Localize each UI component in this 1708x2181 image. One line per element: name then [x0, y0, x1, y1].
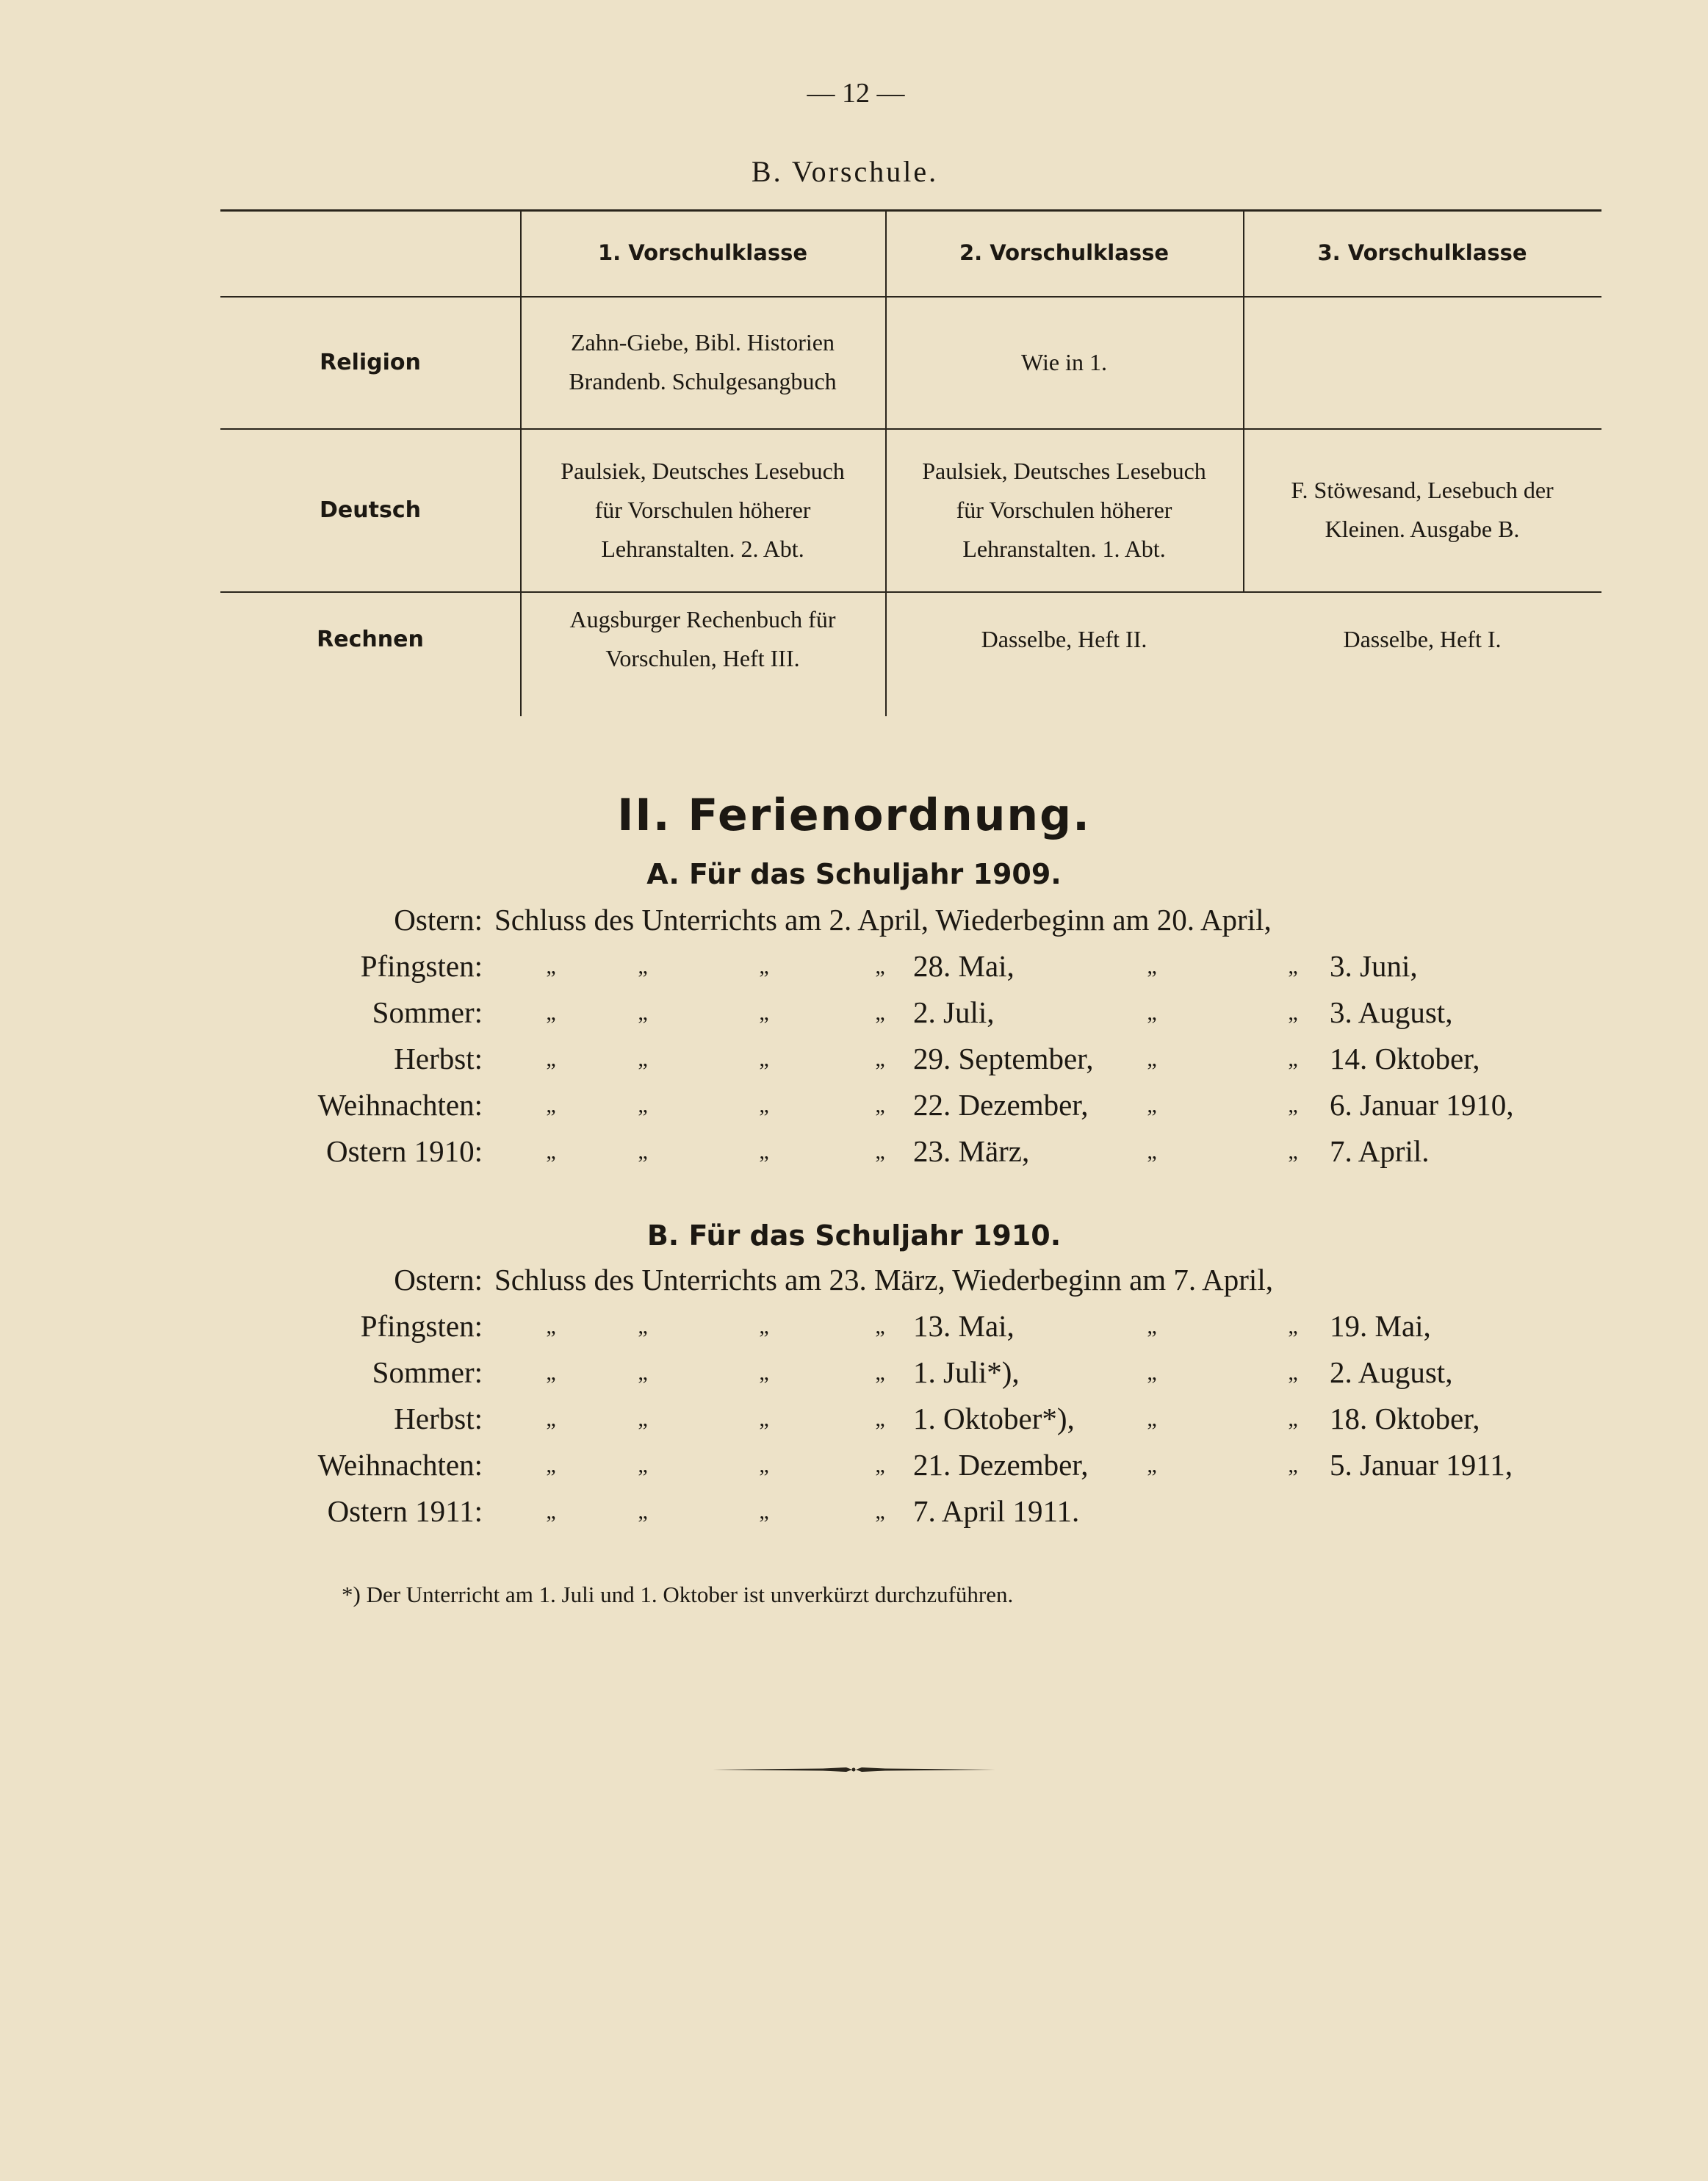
ditto-mark: „: [638, 1001, 648, 1025]
holiday-label: Ostern:: [394, 1263, 483, 1297]
header-col-3: 3. Vorschulklasse: [1317, 239, 1527, 265]
header-col-1: 1. Vorschulklasse: [597, 239, 808, 265]
ditto-mark: „: [638, 1314, 648, 1338]
ditto-mark: „: [546, 1499, 556, 1524]
ditto-mark: „: [875, 1453, 885, 1477]
row-subject-religion: Religion: [320, 349, 421, 375]
holiday-end-date: 21. Dezember,: [913, 1448, 1089, 1482]
holiday-start-date: 5. Januar 1911,: [1330, 1448, 1513, 1482]
cell-line: für Vorschulen höherer: [594, 496, 811, 523]
holiday-start-date: 2. August,: [1330, 1355, 1453, 1389]
ditto-mark: „: [875, 1093, 885, 1117]
cell-line: Vorschulen, Heft III.: [605, 645, 800, 671]
ferienordnung-title: II. Ferienordnung.: [617, 790, 1091, 841]
cell-line: Wie in 1.: [1021, 348, 1107, 375]
holiday-label: Ostern:: [394, 903, 483, 937]
ditto-mark: „: [759, 1453, 769, 1477]
ditto-mark: „: [875, 954, 885, 978]
holiday-label: Sommer:: [372, 995, 483, 1029]
ditto-mark: „: [1288, 1314, 1298, 1338]
section-title: B. Vorschule.: [751, 155, 939, 188]
schuljahr-1909-title: A. Für das Schuljahr 1909.: [646, 858, 1062, 890]
holiday-label: Sommer:: [372, 1355, 483, 1389]
schedule-row: [0, 1041, 1708, 1086]
holiday-label: Herbst:: [394, 1042, 483, 1075]
holiday-start-date: 3. Juni,: [1330, 949, 1418, 983]
ditto-mark: „: [546, 1047, 556, 1071]
holiday-start-date: 3. August,: [1330, 995, 1453, 1029]
ditto-mark: „: [759, 1093, 769, 1117]
ditto-mark: „: [1147, 1360, 1157, 1385]
cell-line: Paulsiek, Deutsches Lesebuch: [922, 457, 1206, 484]
ditto-mark: „: [546, 1001, 556, 1025]
ditto-mark: „: [875, 1407, 885, 1431]
ditto-mark: „: [759, 1047, 769, 1071]
holiday-end-date: 1. Oktober*),: [913, 1402, 1075, 1435]
ditto-mark: „: [1288, 1093, 1298, 1117]
deutsch-col-2: [885, 428, 1243, 591]
ditto-mark: „: [1147, 1407, 1157, 1431]
cell-line: Dasselbe, Heft II.: [981, 625, 1147, 652]
holiday-end-date: 23. März,: [913, 1134, 1030, 1168]
schedule-row: [0, 1401, 1708, 1446]
schedule-row: [0, 1087, 1708, 1133]
ditto-mark: „: [1147, 1001, 1157, 1025]
holiday-label: Ostern 1910:: [326, 1134, 483, 1168]
deutsch-col-3: [1243, 428, 1601, 591]
ditto-mark: „: [546, 1407, 556, 1431]
cell-line: Paulsiek, Deutsches Lesebuch: [561, 457, 845, 484]
schedule-row: [0, 1355, 1708, 1400]
ditto-mark: „: [638, 1139, 648, 1164]
ditto-mark: „: [638, 1407, 648, 1431]
ditto-mark: „: [759, 1139, 769, 1164]
row-subject-deutsch: Deutsch: [320, 497, 421, 523]
ditto-mark: „: [875, 1314, 885, 1338]
holiday-label: Pfingsten:: [360, 949, 483, 983]
ditto-mark: „: [875, 1499, 885, 1524]
holiday-label: Herbst:: [394, 1402, 483, 1435]
cell-line: für Vorschulen höherer: [956, 496, 1172, 523]
ditto-mark: „: [638, 1093, 648, 1117]
holiday-label: Weihnachten:: [317, 1088, 483, 1122]
holiday-start-date: 7. April.: [1330, 1134, 1430, 1168]
schedule-row: [0, 902, 1708, 948]
holiday-label: Weihnachten:: [317, 1448, 483, 1482]
rechnen-col-2: [885, 591, 1243, 687]
ditto-mark: „: [759, 954, 769, 978]
ditto-mark: „: [1147, 1314, 1157, 1338]
holiday-label: Pfingsten:: [360, 1309, 483, 1343]
schuljahr-1910-title: B. Für das Schuljahr 1910.: [646, 1219, 1062, 1252]
rechnen-col-3: [1243, 591, 1601, 687]
ditto-mark: „: [1288, 1001, 1298, 1025]
ditto-mark: „: [1147, 1047, 1157, 1071]
ditto-mark: „: [1147, 1139, 1157, 1164]
schedule-row: [0, 1262, 1708, 1308]
vorschule-table: [220, 209, 1601, 716]
schedule-row: [0, 1447, 1708, 1493]
holiday-label: Ostern 1911:: [327, 1494, 483, 1528]
row-subject-rechnen: Rechnen: [317, 626, 424, 652]
ditto-mark: „: [1288, 1047, 1298, 1071]
ditto-mark: „: [546, 1453, 556, 1477]
ditto-mark: „: [638, 1047, 648, 1071]
cell-line: Kleinen. Ausgabe B.: [1325, 516, 1520, 542]
ditto-mark: „: [546, 1093, 556, 1117]
ditto-mark: „: [759, 1407, 769, 1431]
holiday-start-date: 14. Oktober,: [1330, 1042, 1480, 1075]
holiday-start-date: 18. Oktober,: [1330, 1402, 1480, 1435]
holiday-end-date: 22. Dezember,: [913, 1088, 1089, 1122]
holiday-end-date: 2. Juli,: [913, 995, 995, 1029]
schedule-row: [0, 995, 1708, 1040]
ditto-mark: „: [875, 1001, 885, 1025]
cell-line: Brandenb. Schulgesangbuch: [569, 368, 837, 394]
ditto-mark: „: [1147, 1453, 1157, 1477]
ditto-mark: „: [875, 1047, 885, 1071]
ditto-mark: „: [1288, 1360, 1298, 1385]
ditto-mark: „: [546, 1360, 556, 1385]
ditto-mark: „: [1147, 954, 1157, 978]
ditto-mark: „: [759, 1314, 769, 1338]
divider-ornament: [713, 1766, 995, 1773]
ditto-mark: „: [759, 1360, 769, 1385]
footnote: *) Der Unterricht am 1. Juli und 1. Oktober ist unverkürzt durchzuführen.: [342, 1582, 1014, 1607]
page-number: — 12 —: [807, 78, 905, 109]
cell-line: F. Stöwesand, Lesebuch der: [1291, 477, 1554, 503]
schedule-row: [0, 1493, 1708, 1539]
holiday-end-date: 13. Mai,: [913, 1309, 1015, 1343]
cell-line: Zahn-Giebe, Bibl. Historien: [570, 329, 835, 356]
cell-line: Dasselbe, Heft I.: [1343, 625, 1502, 652]
holiday-end-date: 1. Juli*),: [913, 1355, 1020, 1389]
ditto-mark: „: [875, 1360, 885, 1385]
ditto-mark: „: [759, 1001, 769, 1025]
ditto-mark: „: [638, 1453, 648, 1477]
holiday-text: Schluss des Unterrichts am 2. April, Wiederbeginn am 20. April,: [494, 903, 1272, 937]
schedule-row: [0, 948, 1708, 994]
ditto-mark: „: [1147, 1093, 1157, 1117]
schedule-row: [0, 1133, 1708, 1179]
ditto-mark: „: [1288, 1139, 1298, 1164]
religion-col-2: [885, 296, 1243, 428]
ditto-mark: „: [875, 1139, 885, 1164]
ditto-mark: „: [638, 954, 648, 978]
ditto-mark: „: [546, 954, 556, 978]
holiday-start-date: 6. Januar 1910,: [1330, 1088, 1514, 1122]
ditto-mark: „: [759, 1499, 769, 1524]
rechnen-col-1: [520, 591, 885, 687]
deutsch-col-1: [520, 428, 885, 591]
holiday-end-date: 28. Mai,: [913, 949, 1015, 983]
religion-col-1: [520, 296, 885, 428]
cell-line: Lehranstalten. 2. Abt.: [601, 535, 804, 562]
ditto-mark: „: [546, 1139, 556, 1164]
ditto-mark: „: [1288, 1453, 1298, 1477]
ditto-mark: „: [638, 1360, 648, 1385]
holiday-text: Schluss des Unterrichts am 23. März, Wiederbeginn am 7. April,: [494, 1263, 1273, 1297]
cell-line: Lehranstalten. 1. Abt.: [962, 535, 1166, 562]
holiday-end-date: 29. September,: [913, 1042, 1094, 1075]
ditto-mark: „: [1288, 1407, 1298, 1431]
holiday-start-date: 19. Mai,: [1330, 1309, 1431, 1343]
header-col-2: 2. Vorschulklasse: [959, 239, 1170, 265]
ditto-mark: „: [1288, 954, 1298, 978]
cell-line: Augsburger Rechenbuch für: [569, 606, 836, 632]
ditto-mark: „: [638, 1499, 648, 1524]
holiday-end-date: 7. April 1911.: [913, 1494, 1080, 1528]
schedule-row: [0, 1308, 1708, 1354]
ditto-mark: „: [546, 1314, 556, 1338]
